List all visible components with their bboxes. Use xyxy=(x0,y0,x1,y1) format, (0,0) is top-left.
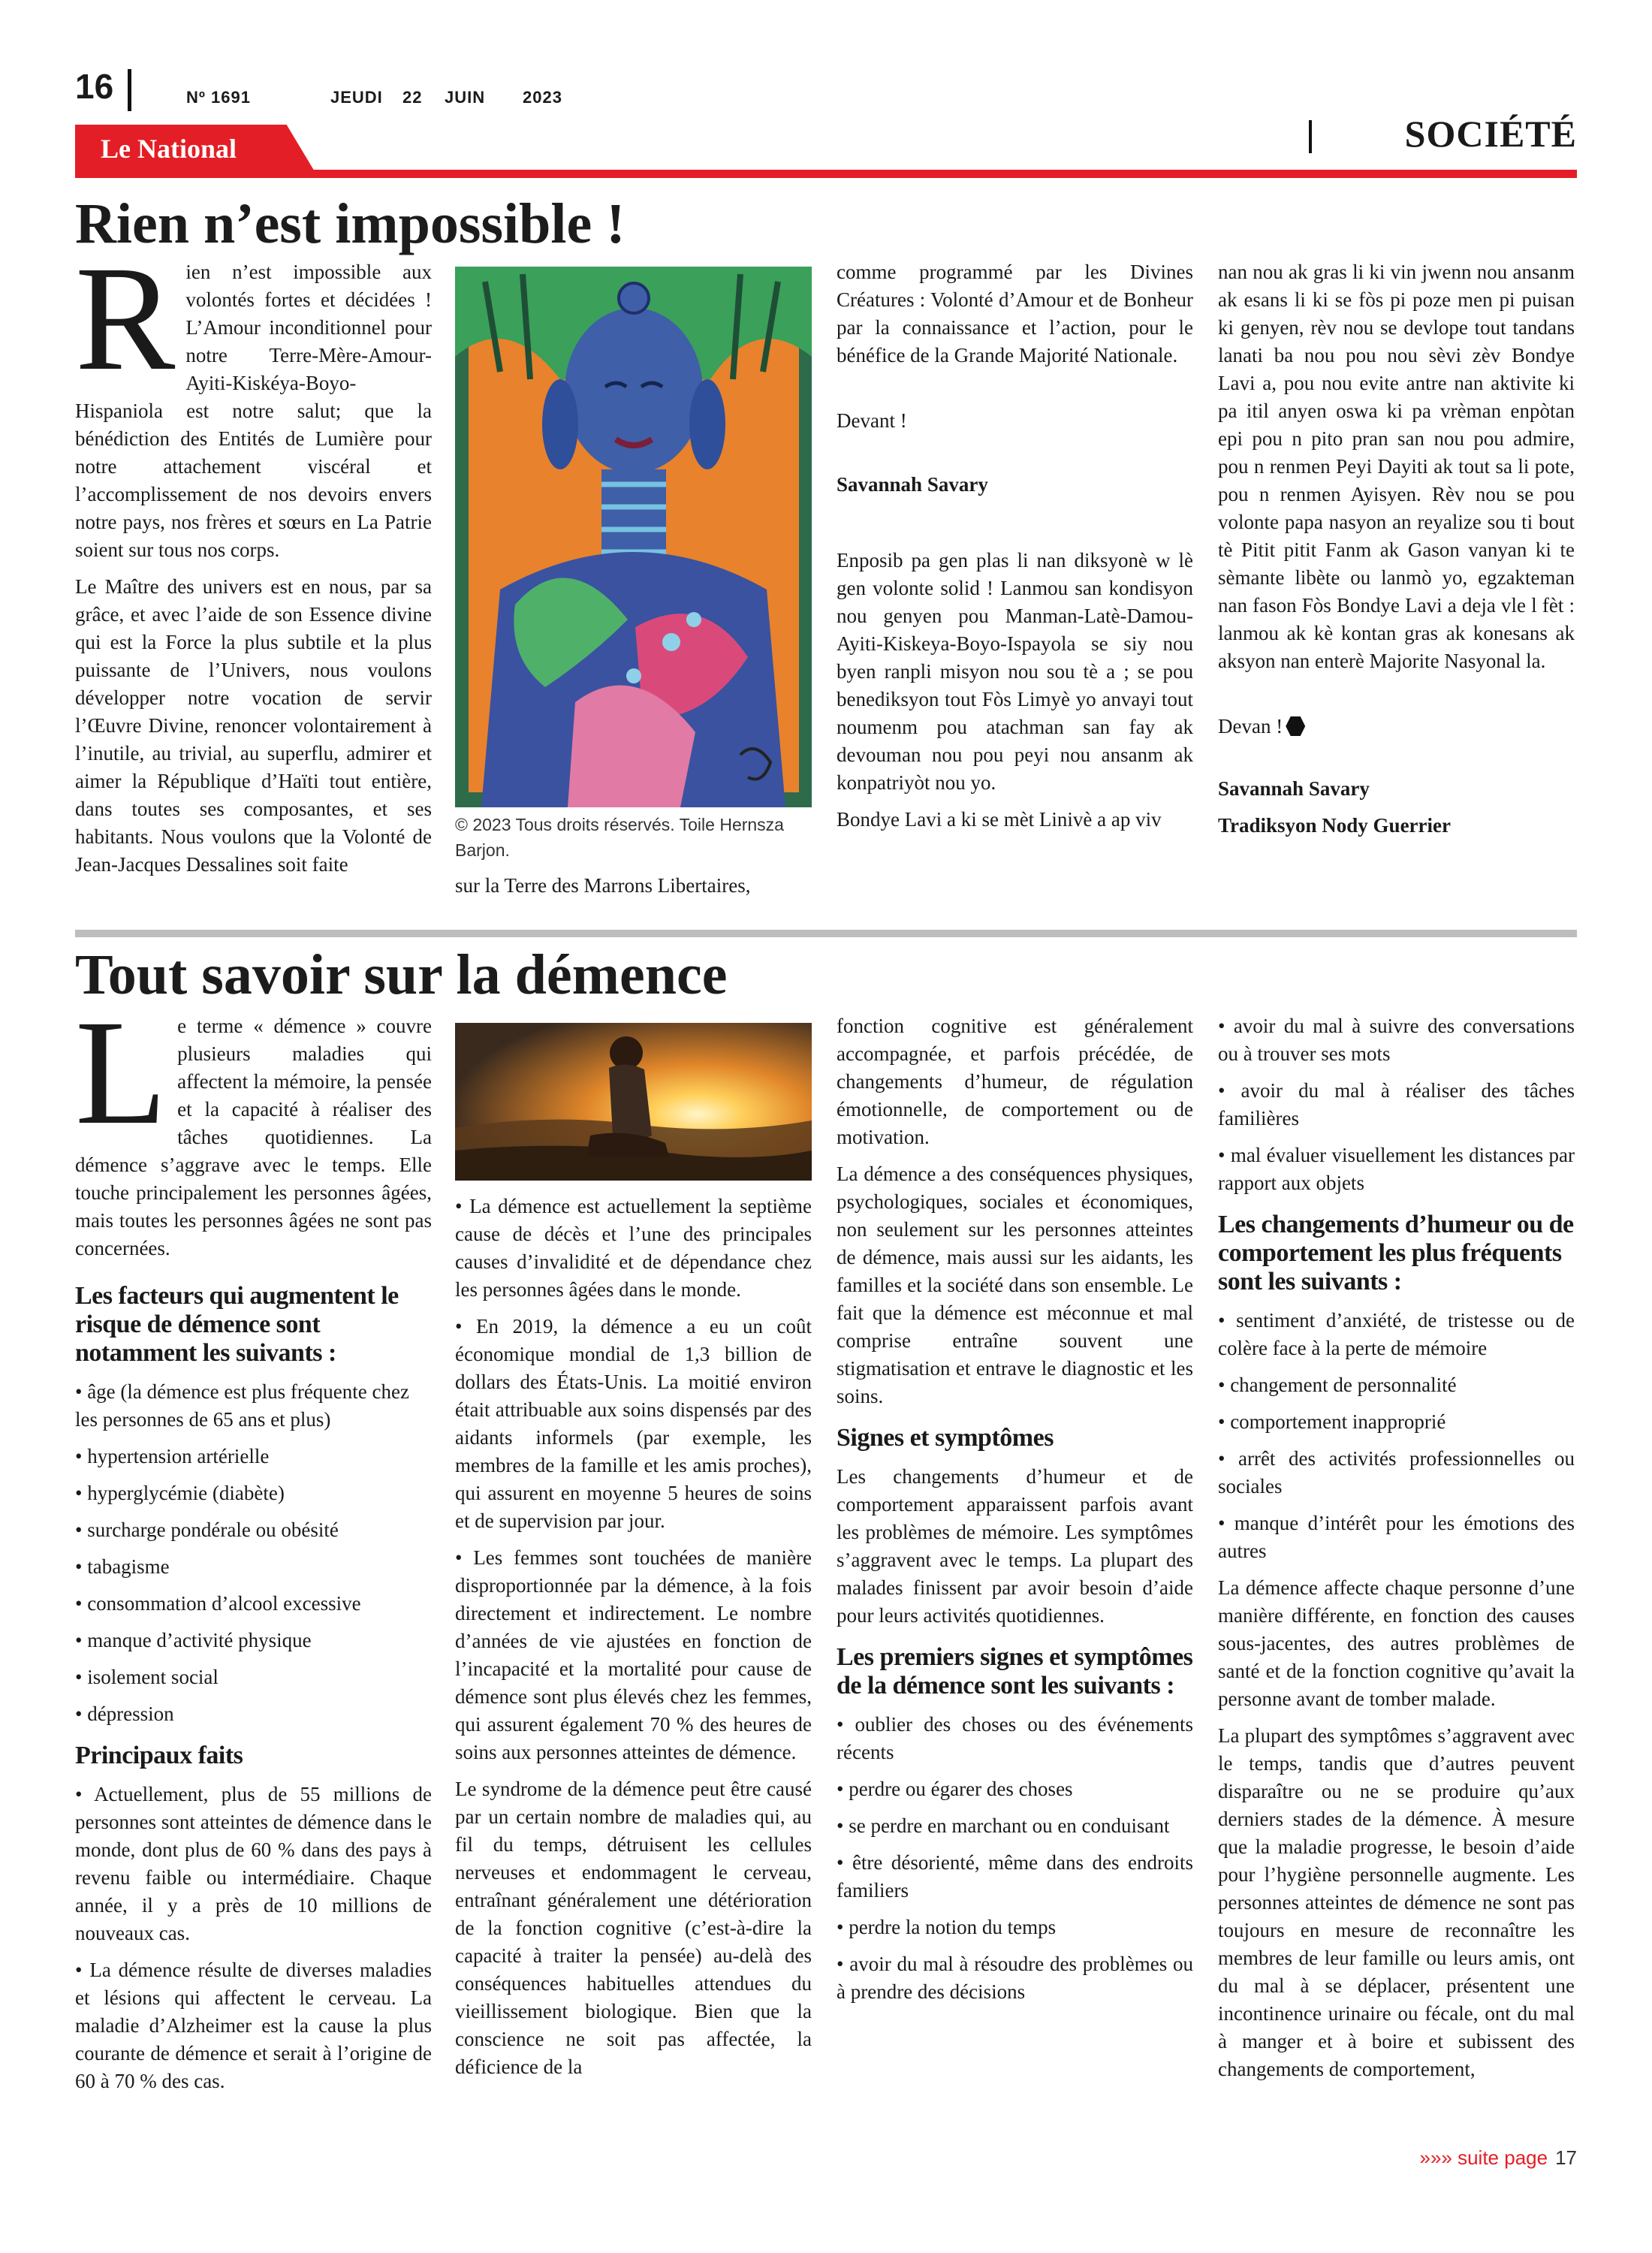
fact-item: • La démence résulte de diverses maladies et lésions qui affectent le cerveau. La maladie d’Alzheimer est la cause la plus courante de démence et serait à l’origine de 60 à 70 % des cas. xyxy=(75,1959,432,2092)
facts-heading: Principaux faits xyxy=(75,1742,243,1769)
article2-intro: e terme « démence » couvre plusieurs maladies qui affectent la mémoire, la pensée et la capacité à réaliser des tâches quotidiennes. La démence s’aggrave avec le temps. Elle touche principalement les personnes âgées, mais toutes les personnes âgées ne sont pas concernées. xyxy=(75,1015,432,1259)
article2-column-4 xyxy=(1218,1012,1575,2092)
fact-item: • Actuellement, plus de 55 millions de personnes sont atteintes de démence dans le monde, dont plus de 60 % dans des pays à revenu faible ou intermédiaire. Chaque année, il y a près de 10 millions de nouveaux cas. xyxy=(75,1783,432,1944)
article1-col3-paragraph-2: Enposib pa gen plas li nan diksyonè w lè gen volonte solid ! Lanmou san kondisyon nou genyen pou Manman-Latè-Damou-Ayiti-Kiskeya-Boyo-Ispayola se siy nou byen ranpli misyon nou sou tè a ; se pou benediksyon tout Fòs Limyè yo anvayi tout noumenm pou atachman san fay ak devouman nou pou peyi nou ansanm ak konpatriyòt nou yo. xyxy=(837,549,1193,794)
mood-item: • sentiment d’anxiété, de tristesse ou de colère face à la perte de mémoire xyxy=(1218,1309,1575,1359)
article2-dropcap: L xyxy=(75,990,167,1156)
mood-item: • arrêt des activités professionnelles ou sociales xyxy=(1218,1447,1575,1497)
first-sign-item: • perdre la notion du temps xyxy=(837,1916,1057,1938)
article2-column-2 xyxy=(455,1023,812,2090)
article2-column-1 xyxy=(75,990,432,2104)
article-divider xyxy=(75,930,1577,937)
painting-illustration xyxy=(455,267,812,807)
page-number: 16 xyxy=(75,67,114,106)
issue-year: 2023 xyxy=(523,88,562,107)
article1-signature-2: Savannah Savary xyxy=(1218,777,1370,800)
factor-item: • surcharge pondérale ou obésité xyxy=(75,1519,339,1541)
col3-paragraph-1: fonction cognitive est généralement accompagnée, et parfois précédée, de changements d’humeur, de régulation émotionnelle, de comportement ou de motivation. xyxy=(837,1015,1193,1148)
issue-date-day: 22 xyxy=(402,88,423,107)
first-sign-item: • oublier des choses ou des événements récents xyxy=(837,1713,1193,1763)
article1-column-3 xyxy=(837,258,1193,843)
factors-heading: Les facteurs qui augmentent le risque de démence sont notamment les suivants : xyxy=(75,1282,399,1367)
article1-column-2 xyxy=(455,267,812,909)
col4-paragraph-1: La démence affecte chaque personne d’une manière différente, en fonction des causes sous-jacentes, des autres problèmes de santé et de la fonction cognitive qu’avait la personne avant de tomber malade. xyxy=(1218,1576,1575,1710)
issue-month: JUIN xyxy=(445,88,486,107)
article1-paragraph-2: Le Maître des univers est en nous, par sa grâce, et avec l’aide de son Essence divine qui est la Force la plus subtile et la plus puissante de l’Univers, nous voulons développer notre vocation de servir l’Œuvre Divine, renoncer volontairement à l’inutile, au trivial, au superflu, admirer et aimer la République d’Haïti tout entière, dans toutes ses composantes, et ses habitants. Nous voulons que la Volonté de Jean-Jacques Dessalines soit faite xyxy=(75,575,432,876)
article1-col2-tail: sur la Terre des Marrons Libertaires, xyxy=(455,874,751,897)
first-sign-item: • avoir du mal à résoudre des problèmes ou à prendre des décisions xyxy=(837,1953,1193,2003)
sunset-photo xyxy=(455,1023,812,1181)
header-divider-bar xyxy=(128,69,131,111)
article1-devant-1: Devant ! xyxy=(837,409,907,432)
section-divider-bar xyxy=(1309,120,1312,153)
col2-item: • Les femmes sont touchées de manière disproportionnée par la démence, à la fois directement et indirectement. Le nombre d’années de vie ajustées en fonction de l’incapacité et la mortalité pour cause de démence sont plus élevés chez les femmes, qui assurent également 70 % des heures de soins aux personnes atteintes de démence. xyxy=(455,1546,812,1763)
factor-item: • isolement social xyxy=(75,1666,219,1688)
signs-heading: Signes et symptômes xyxy=(837,1424,1054,1452)
brand-name: Le National xyxy=(101,134,237,164)
article1-signature-1: Savannah Savary xyxy=(837,473,988,496)
col3-paragraph-2: La démence a des conséquences physiques, psychologiques, sociales et économiques, non seulement sur les personnes atteintes de démence, mais aussi sur les aidants, les familles et la société dans son ensemble. Le fait que la démence est méconnue et mal comprise entraîne souvent une stigmatisation et entrave le diagnostic et les soins. xyxy=(837,1163,1193,1407)
article1-dropcap: R xyxy=(75,236,176,402)
article1-translator: Tradiksyon Nody Guerrier xyxy=(1218,814,1451,837)
header-red-rule xyxy=(75,170,1577,178)
continued-link[interactable] xyxy=(1397,2146,1577,2170)
first-signs-heading: Les premiers signes et symptômes de la démence sont les suivants : xyxy=(837,1643,1193,1700)
factor-item: • hyperglycémie (diabète) xyxy=(75,1482,285,1504)
article2-title: Tout savoir sur la démence xyxy=(75,943,728,1006)
col4-paragraph-2: La plupart des symptômes s’aggravent avec le temps, tandis que d’autres peuvent disparaître ou ne se produire qu’aux derniers stades de la démence. À mesure que la maladie progresse, le besoin d’aide pour l’hygiène personnelle augmente. Les personnes atteintes de démence ne sont pas toujours en mesure de reconnaître les membres de leur famille ou leurs amis, ont du mal à se déplacer, présentent une incontinence urinaire ou fécale, ont du mal à manger et à boire et subissent des changements de comportement, xyxy=(1218,1724,1575,2080)
factor-item: • âge (la démence est plus fréquente chez les personnes de 65 ans et plus) xyxy=(75,1380,409,1431)
section-title: SOCIÉTÉ xyxy=(1404,113,1577,155)
first-sign-item: • se perdre en marchant ou en conduisant xyxy=(837,1814,1170,1837)
mood-item: • comportement inapproprié xyxy=(1218,1410,1446,1433)
factor-item: • hypertension artérielle xyxy=(75,1445,270,1467)
painting-image xyxy=(455,267,812,807)
article1-col3-paragraph-3: Bondye Lavi a ki se mèt Linivè a ap viv xyxy=(837,808,1162,831)
issue-number: Nº 1691 xyxy=(186,88,251,107)
article1-paragraph-1: ien n’est impossible aux volontés fortes et décidées ! L’Amour inconditionnel pour notre Terre-Mère-Amour-Ayiti-Kiskéya-Boyo-Hispaniola est notre salut; que la bénédiction des Entités de Lumière pour notre attachement viscéral et l’accomplissement de nos devoirs envers notre pays, nos frères et sœurs en La Patrie soient sur tous nos corps. xyxy=(75,261,432,561)
first-sign-item: • être désorienté, même dans des endroits familiers xyxy=(837,1851,1193,1902)
article1-col3-paragraph-1: comme programmé par les Divines Créatures : Volonté d’Amour et de Bonheur par la connaissance et l’action, pour le bénéfice de la Grande Majorité Nationale. xyxy=(837,261,1193,366)
article1-devant-2: Devan ! xyxy=(1218,713,1575,740)
continued-page: 17 xyxy=(1555,2146,1577,2169)
issue-day: JEUDI xyxy=(330,88,383,107)
factor-item: • manque d’activité physique xyxy=(75,1629,312,1651)
article1-column-1 xyxy=(75,236,432,888)
factor-item: • dépression xyxy=(75,1703,174,1725)
mood-item: • manque d’intérêt pour les émotions des autres xyxy=(1218,1512,1575,1562)
article1-title: Rien n’est impossible ! xyxy=(75,192,626,255)
factor-item: • consommation d’alcool excessive xyxy=(75,1592,361,1615)
first-sign-item: • perdre ou égarer des choses xyxy=(837,1778,1073,1800)
signs-paragraph: Les changements d’humeur et de comportement apparaissent parfois avant les problèmes de mémoire. Les symptômes s’aggravent avec le temps. La plupart des malades finissent par avoir besoin d’aide pour leurs activités quotidiennes. xyxy=(837,1465,1193,1627)
col4-bullet: • mal évaluer visuellement les distances par rapport aux objets xyxy=(1218,1144,1575,1194)
end-mark-icon xyxy=(1286,716,1305,736)
sunset-illustration xyxy=(455,1023,812,1181)
col2-item: • La démence est actuellement la septième cause de décès et l’une des principales causes d’invalidité et de dépendance chez les personnes âgées dans le monde. xyxy=(455,1195,812,1301)
article2-column-3 xyxy=(837,1012,1193,2015)
painting-caption: © 2023 Tous droits réservés. Toile Hernsza Barjon. xyxy=(455,815,784,860)
continued-label: »»» suite page xyxy=(1419,2146,1548,2169)
col4-bullet: • avoir du mal à suivre des conversations ou à trouver ses mots xyxy=(1218,1015,1575,1065)
mood-item: • changement de personnalité xyxy=(1218,1374,1457,1396)
col2-item: • En 2019, la démence a eu un coût économique mondial de 1,3 billion de dollars des États-Unis. La moitié environ était attribuable aux soins dispensés par des aidants informels (par exemple, les membres de la famille et les amis proches), qui assurent en moyenne 5 heures de soins et de supervision par jour. xyxy=(455,1315,812,1532)
article1-col4-paragraph-1: nan nou ak gras li ki vin jwenn nou ansanm ak esans li ki se fòs pi poze men pi puisan ki genyen, rèv nou se devlope tout tandans lanati ba nou pou nou sèvi zèv Bondye Lavi a, pou nou evite antre nan aktivite ki pa itil anyen oswa ki pa vrèman enpòtan epi pou n pito pran san nou pou admire, pou n renmen Peyi Dayiti ak tout sa li pote, pou n renmen Ayisyen. Rèv nou se pou volonte papa nasyon an reyalize sou ti bout tè Pitit pitit Fanm ak Gason vanyan ki te sèmante libète ou lanmò yo, egzakteman nan fason Fòs Bondye Lavi a deja vle l fèt : lanmou ak kè kontan gras ak konesans ak aksyon nan enterè Majorite Nasyonal la. xyxy=(1218,261,1575,672)
col4-bullet: • avoir du mal à réaliser des tâches familières xyxy=(1218,1079,1575,1130)
col2-item: Le syndrome de la démence peut être causé par un certain nombre de maladies qui, au fil du temps, détruisent les cellules nerveuses et endommagent le cerveau, entraînant généralement une détérioration de la fonction cognitive (c’est-à-dire la capacité à traiter la pensée) au-delà des conséquences habituelles attendues du vieillissement biologique. Bien que la conscience ne soit pas affectée, la déficience de la xyxy=(455,1778,812,2078)
factor-item: • tabagisme xyxy=(75,1555,170,1578)
article1-column-4 xyxy=(1218,258,1575,849)
mood-heading: Les changements d’humeur ou de comportement les plus fréquents sont les suivants : xyxy=(1218,1211,1574,1295)
